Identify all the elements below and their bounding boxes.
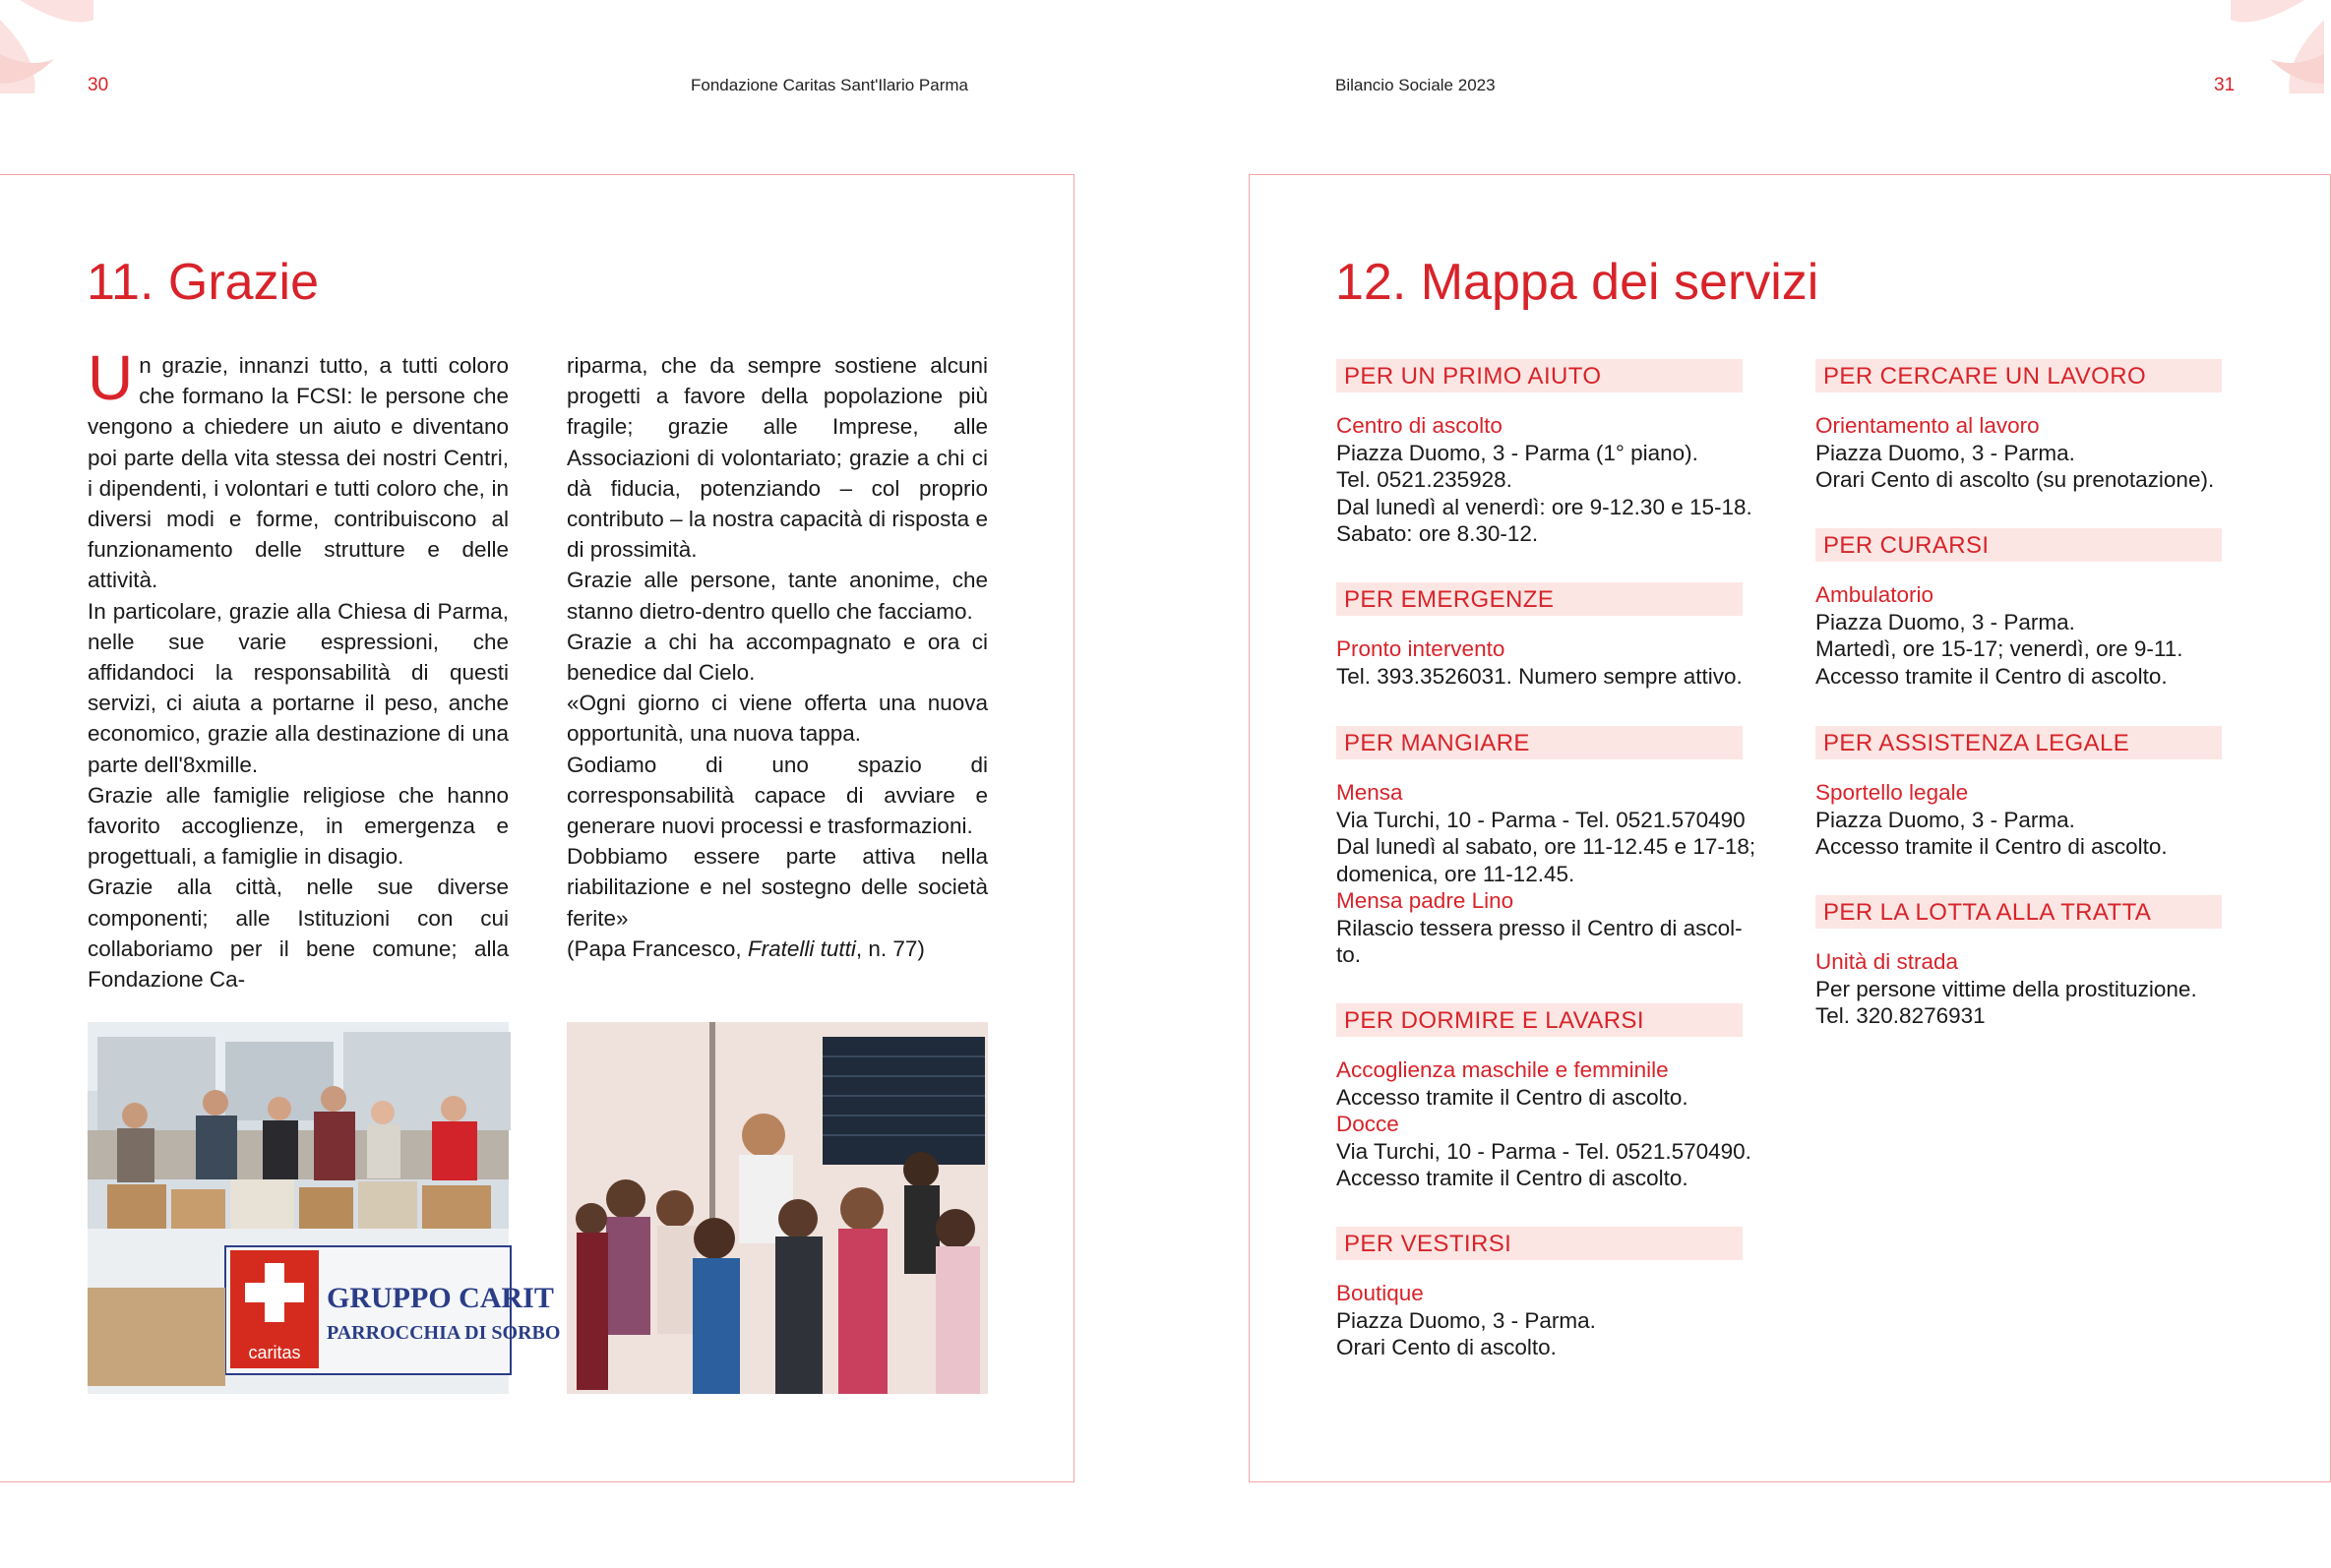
service-name: Accoglienza maschile e femminile bbox=[1336, 1057, 1669, 1082]
service-detail: Accesso tramite il Centro di ascolto. bbox=[1336, 1084, 1688, 1110]
running-title-left: Fondazione Caritas Sant'Ilario Parma bbox=[691, 76, 968, 94]
service-detail: Via Turchi, 10 - Parma - Tel. 0521.570490. bbox=[1336, 1138, 1751, 1164]
paragraph: Grazie alle persone, tante anonime, che stanno dietro-dentro quello che facciamo. bbox=[567, 568, 988, 624]
quote-line: Dobbiamo essere parte attiva nella riabilitazione e nel sostegno delle società ferite» bbox=[567, 844, 988, 931]
service-detail: Accesso tramite il Centro di ascolto. bbox=[1815, 663, 2168, 689]
service-detail: Orari Cento di ascolto (su prenotazione). bbox=[1815, 467, 2215, 492]
service-group-primo-aiuto bbox=[1336, 359, 1757, 548]
paragraph: Grazie alla città, nelle sue diverse componenti; alle Istituzioni con cui collaboriamo per il bene comune; alla Fondazione Ca- bbox=[88, 874, 509, 993]
grazie-column-2 bbox=[567, 350, 988, 964]
photo-volunteers-table bbox=[88, 1022, 561, 1394]
corner-decoration-left bbox=[0, 0, 98, 93]
paragraph: Un grazie, innanzi tutto, a tutti coloro che formano la FCSI: le persone che vengono a chiedere un aiuto e diventano poi parte della vita stessa dei nostri Centri, i dipendenti, i volontari e tutti coloro che, in diversi modi e forme, contribuiscono al funzionamento delle strutture e delle attività. bbox=[88, 342, 509, 593]
service-detail: Piazza Duomo, 3 - Parma. bbox=[1815, 807, 2075, 832]
drop-cap: U bbox=[88, 342, 134, 413]
service-name: Orientamento al lavoro bbox=[1815, 413, 2040, 438]
service-group-emergenze bbox=[1336, 582, 1757, 690]
service-detail: Accesso tramite il Centro di ascolto. bbox=[1815, 834, 2168, 859]
service-detail: Accesso tramite il Centro di ascolto. bbox=[1336, 1166, 1688, 1190]
service-detail: Rilascio tessera presso il Centro di ascol- bbox=[1336, 915, 1743, 940]
service-group-lotta-tratta bbox=[1815, 895, 2237, 1030]
running-title-right: Bilancio Sociale 2023 bbox=[1335, 76, 1496, 94]
quote-line: «Ogni giorno ci viene offerta una nuova opportunità, una nuova tappa. bbox=[567, 691, 988, 747]
service-group-curarsi bbox=[1815, 528, 2237, 690]
service-detail: Dal lunedì al venerdì: ore 9-12.30 e 15-18. bbox=[1336, 494, 1752, 519]
service-detail: Orari Cento di ascolto. bbox=[1336, 1335, 1557, 1359]
banner-text-line2: PARROCCHIA DI SORBO bbox=[327, 1322, 561, 1344]
service-name: Pronto intervento bbox=[1336, 636, 1505, 661]
service-group-heading: PER CURARSI bbox=[1815, 528, 2222, 562]
citation: (Papa Francesco, Fratelli tutti, n. 77) bbox=[567, 935, 925, 961]
service-detail: Sabato: ore 8.30-12. bbox=[1336, 521, 1539, 546]
caritas-logo-text: caritas bbox=[248, 1343, 301, 1362]
service-detail: Tel. 0521.235928. bbox=[1336, 467, 1512, 492]
service-name: Centro di ascolto bbox=[1336, 413, 1503, 438]
section-title-grazie: 11. Grazie bbox=[87, 254, 320, 311]
corner-decoration-right bbox=[2226, 0, 2324, 93]
service-detail: Piazza Duomo, 3 - Parma (1° piano). bbox=[1336, 440, 1698, 465]
service-detail: Piazza Duomo, 3 - Parma. bbox=[1815, 609, 2075, 634]
section-title-mappa-servizi: 12. Mappa dei servizi bbox=[1335, 254, 1819, 311]
service-group-heading: PER DORMIRE E LAVARSI bbox=[1336, 1003, 1743, 1037]
service-group-lavoro bbox=[1815, 359, 2237, 494]
photo-children-group bbox=[567, 1022, 988, 1394]
service-group-dormire-lavarsi bbox=[1336, 1003, 1757, 1192]
service-group-assistenza-legale bbox=[1815, 726, 2237, 861]
service-group-vestirsi bbox=[1336, 1227, 1757, 1361]
service-group-heading: PER ASSISTENZA LEGALE bbox=[1815, 726, 2222, 759]
paragraph: In particolare, grazie alla Chiesa di Parma, nelle sue varie espressioni, che affidandoci la responsabilità di questi servizi, ci aiuta a portarne il peso, anche economico, grazie alla destinazione di una parte dell'8xmille. bbox=[88, 598, 509, 777]
service-group-heading: PER LA LOTTA ALLA TRATTA bbox=[1815, 895, 2222, 929]
service-name: Sportello legale bbox=[1815, 780, 1969, 805]
service-group-heading: PER CERCARE UN LAVORO bbox=[1815, 359, 2222, 392]
service-group-heading: PER VESTIRSI bbox=[1336, 1227, 1743, 1260]
service-name: Mensa bbox=[1336, 780, 1403, 805]
service-detail: Tel. 393.3526031. Numero sempre attivo. bbox=[1336, 663, 1743, 689]
quote-line: Godiamo di uno spazio di corresponsabilità capace di avviare e generare nuovi processi e trasformazioni. bbox=[567, 752, 988, 839]
banner-text-line1: GRUPPO CARIT bbox=[327, 1282, 554, 1314]
page-number-left: 30 bbox=[88, 75, 109, 95]
page-number-right: 31 bbox=[2214, 75, 2236, 95]
service-name: Unità di strada bbox=[1815, 949, 1959, 974]
service-detail: to. bbox=[1336, 942, 1362, 967]
service-group-heading: PER EMERGENZE bbox=[1336, 582, 1743, 616]
service-name: Mensa padre Lino bbox=[1336, 888, 1514, 913]
service-detail: Via Turchi, 10 - Parma - Tel. 0521.570490 bbox=[1336, 807, 1746, 832]
service-name: Docce bbox=[1336, 1112, 1399, 1136]
service-name: Boutique bbox=[1336, 1281, 1424, 1305]
paragraph: riparma, che da sempre sostiene alcuni progetti a favore della popolazione più fragile; grazie alle Imprese, alle Associazioni di volontariato; grazie a chi ci dà fiducia, potenziando – col proprio contributo – la nostra capacità di risposta e di prossimità. bbox=[567, 353, 988, 563]
paragraph: Grazie a chi ha accompagnato e ora ci benedice dal Cielo. bbox=[567, 629, 988, 686]
service-group-heading: PER UN PRIMO AIUTO bbox=[1336, 359, 1743, 392]
service-detail: Martedì, ore 15-17; venerdì, ore 9-11. bbox=[1815, 636, 2183, 661]
service-detail: Per persone vittime della prostituzione. bbox=[1815, 976, 2197, 1001]
service-detail: Piazza Duomo, 3 - Parma. bbox=[1815, 440, 2075, 465]
service-detail: Tel. 320.8276931 bbox=[1815, 1003, 1986, 1028]
service-group-heading: PER MANGIARE bbox=[1336, 726, 1743, 759]
grazie-column-1 bbox=[88, 342, 509, 995]
service-name: Ambulatorio bbox=[1815, 582, 1934, 607]
service-group-mangiare bbox=[1336, 726, 1757, 969]
paragraph: Grazie alle famiglie religiose che hanno favorito accoglienze, in emergenza e progettuali, a famiglie in disagio. bbox=[88, 782, 509, 870]
service-detail: Dal lunedì al sabato, ore 11-12.45 e 17-18; bbox=[1336, 834, 1756, 859]
service-detail: domenica, ore 11-12.45. bbox=[1336, 861, 1575, 886]
service-detail: Piazza Duomo, 3 - Parma. bbox=[1336, 1307, 1596, 1333]
